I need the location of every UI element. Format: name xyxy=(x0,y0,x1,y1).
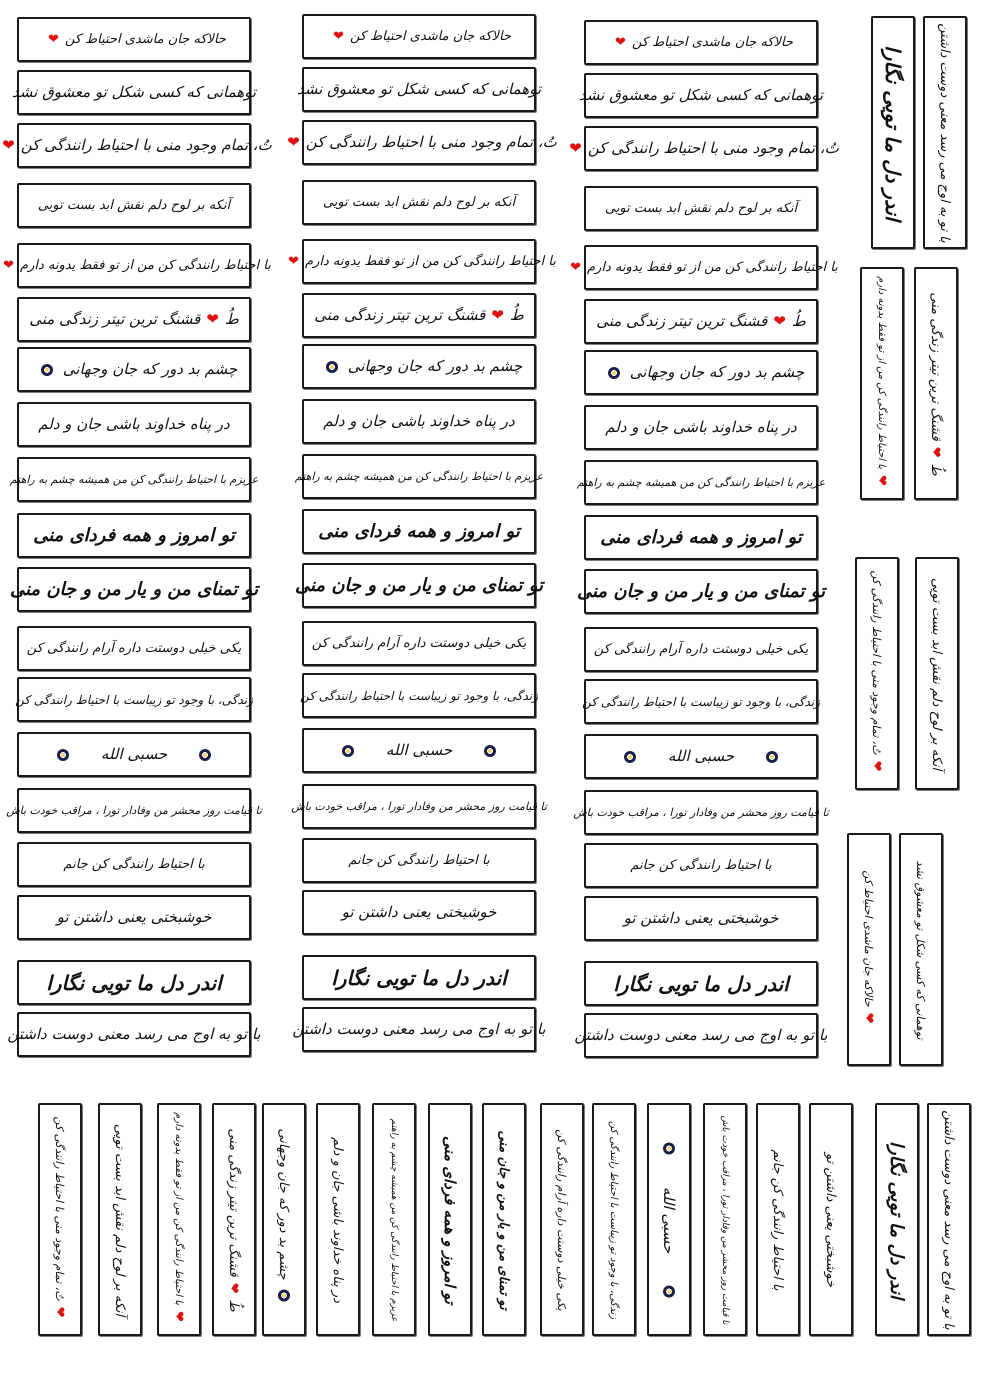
heart-icon: ❤ xyxy=(287,133,300,151)
vsticker-bottom-13 xyxy=(703,1103,747,1336)
vsticker-right-3 xyxy=(860,267,904,500)
sticker-text: با احتیاط رانندگی کن جانم xyxy=(63,857,205,872)
sticker-col2-7 xyxy=(302,344,536,389)
sticker-col1-7 xyxy=(17,347,251,392)
sticker-col1-13 xyxy=(17,677,251,722)
sticker-col2-6 xyxy=(302,293,536,338)
sticker-col1-9 xyxy=(9,457,259,502)
sticker-text: تو تمنای من و یار من و جان منی xyxy=(496,1129,512,1310)
sticker-text: با تو به اوج می رسد معنی دوست داشتن xyxy=(941,1109,957,1330)
sticker-text: حسبی الله xyxy=(660,1186,678,1253)
sticker-text: عزیزم با احتیاط رانندگی کن من همیشه چشم به راهتم xyxy=(294,470,544,483)
sticker-text: خوشبختی یعنی داشتن تو xyxy=(823,1152,839,1287)
sticker-col2-12 xyxy=(302,621,536,666)
heart-icon: ❤ xyxy=(773,312,786,330)
vsticker-bottom-11 xyxy=(592,1103,636,1336)
evil-eye-icon xyxy=(199,749,211,761)
sticker-text: با احتیاط رانندگی کن جانم xyxy=(348,853,490,868)
sticker-col3-17 xyxy=(584,896,818,941)
heart-icon: ❤ xyxy=(874,474,890,486)
sticker-text: قشنگ ترین تیتر زندگی منی xyxy=(928,291,944,441)
sticker-col2-3 xyxy=(287,120,557,165)
sticker-text: با تو به اوج می رسد معنی دوست داشتن xyxy=(7,1025,261,1043)
sticker-text: با تو به اوج می رسد معنی دوست داشتن xyxy=(937,22,953,243)
vsticker-right-8 xyxy=(899,833,943,1066)
heart-icon: ❤ xyxy=(333,29,344,44)
sticker-col2-18 xyxy=(302,955,536,1000)
sticker-text: زندگی، با وجود تو زیباست با احتیاط رانندگی کن xyxy=(608,1120,620,1319)
sticker-col3-15 xyxy=(573,790,829,835)
sticker-text: حالاکه جان ماشدی احتیاط کن xyxy=(631,35,793,50)
sticker-text: یکی خیلی دوستت داره آرام رانندگی کن xyxy=(311,636,527,651)
heart-icon: ❤ xyxy=(52,1306,68,1317)
sticker-text: خوشبختی یعنی داشتن تو xyxy=(56,908,212,926)
sticker-col2-8 xyxy=(302,399,536,444)
sticker-text: عزیزم با احتیاط رانندگی کن من همیشه چشم به راهتم xyxy=(9,473,259,486)
sticker-col2-2 xyxy=(296,67,542,112)
sticker-text: زندگی، با وجود تو زیباست با احتیاط رانندگی کن xyxy=(300,688,538,703)
sticker-col2-9 xyxy=(294,454,544,499)
sticker-col3-2 xyxy=(578,73,824,118)
sticker-col1-17 xyxy=(17,895,251,940)
sticker-text: خوشبختی یعنی داشتن تو xyxy=(341,903,497,921)
sticker-col3-1 xyxy=(584,20,818,65)
sticker-text: آنکه بر لوح دلم نقش ابد بست تویی xyxy=(929,577,945,770)
sticker-col1-14 xyxy=(17,732,251,777)
sticker-text: طُ xyxy=(928,463,944,476)
sticker-col1-4 xyxy=(17,183,251,228)
evil-eye-icon xyxy=(766,751,778,763)
sticker-col1-5 xyxy=(3,243,271,288)
sticker-text: یکی خیلی دوستت داره آرام رانندگی کن xyxy=(593,642,809,657)
sticker-text: تا قیامت روز محشر من وفادار تورا ، مراقب خودت باش xyxy=(573,806,829,819)
vsticker-bottom-3 xyxy=(157,1103,201,1336)
vsticker-bottom-8 xyxy=(428,1103,472,1336)
sticker-col3-8 xyxy=(584,405,818,450)
sticker-text: تُ، تمام وجود منی با احتیاط رانندگی کن xyxy=(870,570,884,755)
sticker-text: تا قیامت روز محشر من وفادار تورا ، مراقب خودت باش xyxy=(720,1114,730,1325)
sticker-text: اندر دل ما تویی نگارا xyxy=(46,970,222,995)
sticker-col1-8 xyxy=(17,402,251,447)
sticker-text: در پناه خداوند باشی جان و دلم xyxy=(330,1136,346,1303)
sticker-text: آنکه بر لوح دلم نقش ابد بست تویی xyxy=(37,198,231,213)
sticker-col2-11 xyxy=(294,563,544,608)
sticker-col3-18 xyxy=(584,961,818,1006)
sticker-text: آنکه بر لوح دلم نقش ابد بست تویی xyxy=(604,201,798,216)
sticker-col3-9 xyxy=(576,460,826,505)
sticker-text: قشنگ ترین تیتر زندگی منی xyxy=(29,310,201,328)
sticker-text: حالاکه جان ماشدی احتیاط کن xyxy=(349,29,511,44)
sticker-col1-11 xyxy=(9,567,259,612)
sticker-text: چشم بد دور که جان وجهانی xyxy=(629,363,805,381)
sticker-text: با احتیاط رانندگی کن جانم xyxy=(630,858,772,873)
evil-eye-icon xyxy=(663,1142,675,1154)
sticker-text: یکی خیلی دوستت داره آرام رانندگی کن xyxy=(555,1128,569,1311)
heart-icon: ❤ xyxy=(206,310,219,328)
sticker-text: با احتیاط رانندگی کن من از تو فقط یدونه دارم xyxy=(587,260,838,275)
vsticker-bottom-4 xyxy=(212,1103,256,1336)
vsticker-right-7 xyxy=(847,833,891,1066)
heart-icon: ❤ xyxy=(569,139,582,157)
vsticker-bottom-17 xyxy=(927,1103,971,1336)
sticker-text: آنکه بر لوح دلم نقش ابد بست تویی xyxy=(322,195,516,210)
sticker-col2-19 xyxy=(292,1007,546,1052)
vsticker-bottom-1 xyxy=(38,1103,82,1336)
sticker-col2-1 xyxy=(302,14,536,59)
vsticker-bottom-14 xyxy=(756,1103,800,1336)
evil-eye-icon xyxy=(484,745,496,757)
vsticker-bottom-6 xyxy=(316,1103,360,1336)
sticker-text: با احتیاط رانندگی کن من از تو فقط یدونه دارم xyxy=(876,275,888,469)
sticker-text: چشم بد دور که جان وجهانی xyxy=(62,360,238,378)
sticker-text: حسبی الله xyxy=(100,745,168,763)
heart-icon: ❤ xyxy=(226,1282,242,1294)
sticker-text: با احتیاط رانندگی کن جانم xyxy=(770,1148,786,1291)
evil-eye-icon xyxy=(57,749,69,761)
sticker-text: آنکه بر لوح دلم نقش ابد بست تویی xyxy=(112,1123,128,1316)
vsticker-bottom-9 xyxy=(482,1103,526,1336)
sticker-text: تُ، تمام وجود منی با احتیاط رانندگی کن xyxy=(53,1116,67,1301)
evil-eye-icon xyxy=(608,367,620,379)
sticker-text: طُ xyxy=(791,312,806,330)
sticker-text: تو امروز و همه فردای منی xyxy=(33,524,235,546)
sticker-text: تو تمنای من و یار من و جان منی xyxy=(576,580,826,602)
sticker-text: در پناه خداوند باشی جان و دلم xyxy=(323,412,515,430)
sticker-text: تُ، تمام وجود منی با احتیاط رانندگی کن xyxy=(587,139,839,157)
sticker-text: حسبی الله xyxy=(667,747,735,765)
sticker-col1-19 xyxy=(7,1012,261,1057)
sticker-text: حالاکه جان ماشدی احتیاط کن xyxy=(64,32,226,47)
sticker-col2-14 xyxy=(302,728,536,773)
sticker-col2-10 xyxy=(302,509,536,554)
evil-eye-icon xyxy=(326,361,338,373)
sticker-text: اندر دل ما تویی نگارا xyxy=(331,965,507,990)
sticker-col3-3 xyxy=(569,126,839,171)
sticker-text: زندگی، با وجود تو زیباست با احتیاط رانندگی کن xyxy=(15,692,253,707)
sticker-col1-3 xyxy=(2,123,272,168)
sticker-text: با احتیاط رانندگی کن من از تو فقط یدونه دارم xyxy=(20,258,271,273)
sticker-col1-6 xyxy=(17,297,251,342)
sticker-text: اندر دل ما تویی نگارا xyxy=(881,44,905,221)
heart-icon: ❤ xyxy=(3,258,15,273)
evil-eye-icon xyxy=(342,745,354,757)
sticker-col3-5 xyxy=(570,245,838,290)
sticker-text: چشم بد دور که جان وجهانی xyxy=(347,357,523,375)
sticker-text: طُ xyxy=(224,310,239,328)
sticker-text: با تو به اوج می رسد معنی دوست داشتن xyxy=(574,1026,828,1044)
heart-icon: ❤ xyxy=(928,446,944,458)
sticker-text: عزیزم با احتیاط رانندگی کن من همیشه چشم به راهتم xyxy=(389,1117,399,1322)
heart-icon: ❤ xyxy=(48,32,59,47)
heart-icon: ❤ xyxy=(869,760,885,771)
sticker-text: توهمانی که کسی شکل تو معشوق نشد xyxy=(578,86,824,104)
sticker-col2-15 xyxy=(291,784,547,829)
evil-eye-icon xyxy=(624,751,636,763)
sticker-col3-14 xyxy=(584,734,818,779)
sticker-text: قشنگ ترین تیتر زندگی منی xyxy=(226,1127,242,1277)
sticker-text: تو امروز و همه فردای منی xyxy=(318,520,520,542)
vsticker-bottom-10 xyxy=(540,1103,584,1336)
sticker-text: اندر دل ما تویی نگارا xyxy=(613,971,789,996)
sticker-text: حالاکه جان ماشدی احتیاط کن xyxy=(862,869,876,1007)
vsticker-bottom-5 xyxy=(262,1103,306,1336)
sticker-text: با احتیاط رانندگی کن من از تو فقط یدونه دارم xyxy=(173,1111,185,1305)
vsticker-right-5 xyxy=(855,557,899,790)
sticker-text: طُ xyxy=(226,1299,242,1312)
sticker-col2-17 xyxy=(302,890,536,935)
sticker-text: قشنگ ترین تیتر زندگی منی xyxy=(596,312,768,330)
sticker-col3-19 xyxy=(574,1013,828,1058)
sticker-col2-13 xyxy=(302,673,536,718)
sticker-text: با تو به اوج می رسد معنی دوست داشتن xyxy=(292,1020,546,1038)
sticker-text: اندر دل ما تویی نگارا xyxy=(886,1140,908,1299)
vsticker-bottom-12 xyxy=(647,1103,691,1336)
sticker-text: در پناه خداوند باشی جان و دلم xyxy=(38,415,230,433)
sticker-text: تو امروز و همه فردای منی xyxy=(600,526,802,548)
sticker-text: توهمانی که کسی شکل تو معشوق نشد xyxy=(914,859,928,1040)
sticker-col1-1 xyxy=(17,17,251,62)
sticker-text: تو امروز و همه فردای منی xyxy=(441,1135,459,1304)
heart-icon: ❤ xyxy=(288,254,300,269)
sticker-col1-2 xyxy=(11,70,257,115)
sticker-col3-10 xyxy=(584,515,818,560)
sticker-text: تُ، تمام وجود منی با احتیاط رانندگی کن xyxy=(20,136,272,154)
vsticker-bottom-16 xyxy=(875,1103,919,1336)
evil-eye-icon xyxy=(278,1289,290,1301)
heart-icon: ❤ xyxy=(171,1310,187,1322)
sticker-col2-16 xyxy=(302,838,536,883)
sticker-col1-18 xyxy=(17,960,251,1005)
sticker-text: زندگی، با وجود تو زیباست با احتیاط رانندگی کن xyxy=(582,694,820,709)
sticker-text: توهمانی که کسی شکل تو معشوق نشد xyxy=(11,83,257,101)
sticker-col3-12 xyxy=(584,627,818,672)
sticker-col1-10 xyxy=(17,513,251,558)
sticker-col3-16 xyxy=(584,843,818,888)
sticker-col3-13 xyxy=(584,679,818,724)
sticker-col3-4 xyxy=(584,186,818,231)
vsticker-right-2 xyxy=(923,16,967,249)
sticker-text: تُ، تمام وجود منی با احتیاط رانندگی کن xyxy=(305,133,557,151)
sticker-text: تا قیامت روز محشر من وفادار تورا ، مراقب خودت باش xyxy=(291,800,547,813)
sticker-text: تو تمنای من و یار من و جان منی xyxy=(9,578,259,600)
sticker-text: خوشبختی یعنی داشتن تو xyxy=(623,909,779,927)
vsticker-bottom-7 xyxy=(372,1103,416,1336)
sticker-text: توهمانی که کسی شکل تو معشوق نشد xyxy=(296,80,542,98)
sticker-text: طُ xyxy=(509,306,524,324)
evil-eye-icon xyxy=(663,1285,675,1297)
vsticker-right-1 xyxy=(871,16,915,249)
evil-eye-icon xyxy=(41,364,53,376)
vsticker-bottom-2 xyxy=(98,1103,142,1336)
sticker-text: یکی خیلی دوستت داره آرام رانندگی کن xyxy=(26,641,242,656)
sticker-col2-5 xyxy=(288,239,556,284)
heart-icon: ❤ xyxy=(2,136,15,154)
sticker-col1-16 xyxy=(17,842,251,887)
sticker-col3-7 xyxy=(584,350,818,395)
sticker-col2-4 xyxy=(302,180,536,225)
sticker-text: تا قیامت روز محشر من وفادار تورا ، مراقب خودت باش xyxy=(6,804,262,817)
vsticker-right-6 xyxy=(915,557,959,790)
heart-icon: ❤ xyxy=(615,35,626,50)
sticker-col1-15 xyxy=(6,788,262,833)
sticker-text: در پناه خداوند باشی جان و دلم xyxy=(605,418,797,436)
sticker-col1-12 xyxy=(17,626,251,671)
sticker-text: تو تمنای من و یار من و جان منی xyxy=(294,574,544,596)
sticker-col3-6 xyxy=(584,299,818,344)
vsticker-right-4 xyxy=(914,267,958,500)
sticker-col3-11 xyxy=(576,569,826,614)
sticker-text: چشم بد دور که جان وجهانی xyxy=(276,1127,292,1280)
sticker-text: عزیزم با احتیاط رانندگی کن من همیشه چشم به راهتم xyxy=(576,476,826,489)
sticker-text: قشنگ ترین تیتر زندگی منی xyxy=(314,306,486,324)
heart-icon: ❤ xyxy=(861,1012,877,1024)
heart-icon: ❤ xyxy=(491,306,504,324)
heart-icon: ❤ xyxy=(570,260,582,275)
sticker-text: با احتیاط رانندگی کن من از تو فقط یدونه دارم xyxy=(305,254,556,269)
sticker-text: حسبی الله xyxy=(385,741,453,759)
vsticker-bottom-15 xyxy=(809,1103,853,1336)
